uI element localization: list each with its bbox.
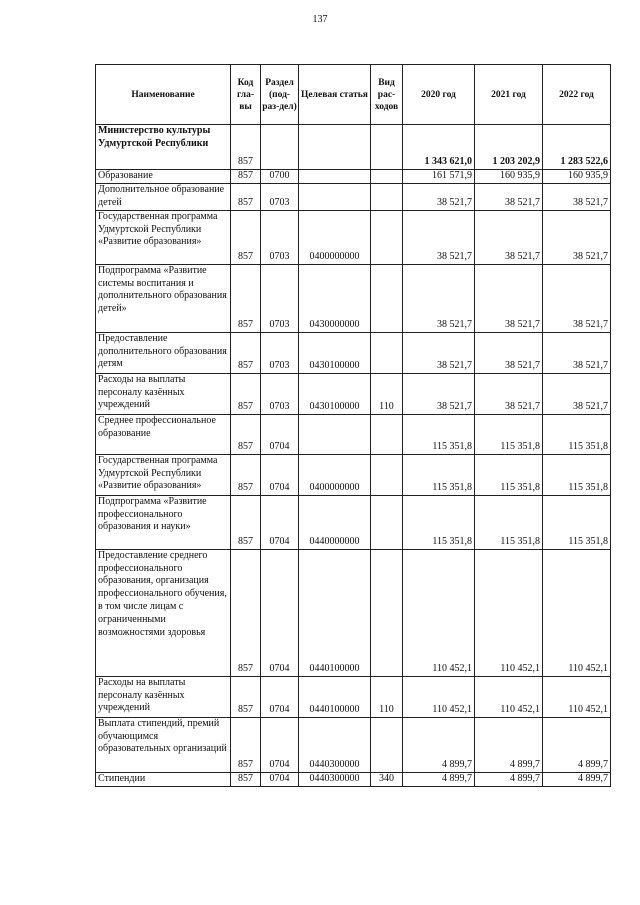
cell-name: Образование <box>96 170 231 184</box>
cell-amount-2022: 115 351,8 <box>543 495 611 549</box>
cell-chapter-code: 857 <box>231 676 261 717</box>
header-target-article: Целевая статья <box>299 65 371 125</box>
header-year-2021: 2021 год <box>475 65 543 125</box>
cell-name: Государственная программа Удмуртской Республики «Развитие образования» <box>96 454 231 495</box>
cell-chapter-code: 857 <box>231 772 261 786</box>
cell-section: 0704 <box>261 717 299 772</box>
cell-amount-2021: 38 521,7 <box>475 332 543 373</box>
cell-target-article: 0440100000 <box>299 549 371 676</box>
cell-expense-type <box>371 264 403 332</box>
cell-amount-2020: 110 452,1 <box>403 549 475 676</box>
cell-section: 0704 <box>261 549 299 676</box>
table-row <box>96 772 611 786</box>
cell-expense-type <box>371 332 403 373</box>
cell-expense-type <box>371 170 403 184</box>
cell-name: Расходы на выплаты персоналу казённых учреждений <box>96 676 231 717</box>
cell-amount-2020: 115 351,8 <box>403 495 475 549</box>
table-row <box>96 332 611 373</box>
table-body <box>96 125 611 787</box>
cell-chapter-code: 857 <box>231 414 261 454</box>
cell-target-article: 0430000000 <box>299 264 371 332</box>
cell-section: 0703 <box>261 210 299 264</box>
cell-expense-type <box>371 183 403 210</box>
table-row <box>96 373 611 414</box>
cell-amount-2020: 161 571,9 <box>403 170 475 184</box>
cell-amount-2021: 1 203 202,9 <box>475 125 543 170</box>
table-row <box>96 125 611 170</box>
header-name: Наименование <box>96 65 231 125</box>
cell-name: Подпрограмма «Развитие системы воспитания и дополнительного образования детей» <box>96 264 231 332</box>
cell-expense-type <box>371 125 403 170</box>
header-expense-type: Вид рас-ходов <box>371 65 403 125</box>
cell-amount-2022: 4 899,7 <box>543 717 611 772</box>
cell-expense-type <box>371 495 403 549</box>
cell-amount-2020: 115 351,8 <box>403 454 475 495</box>
cell-amount-2022: 115 351,8 <box>543 454 611 495</box>
cell-name: Дополнительное образование детей <box>96 183 231 210</box>
cell-amount-2021: 110 452,1 <box>475 549 543 676</box>
header-year-2020: 2020 год <box>403 65 475 125</box>
cell-target-article: 0430100000 <box>299 332 371 373</box>
cell-chapter-code: 857 <box>231 183 261 210</box>
cell-name: Выплата стипендий, премий обучающимся образовательных организаций <box>96 717 231 772</box>
cell-chapter-code: 857 <box>231 373 261 414</box>
cell-amount-2022: 1 283 522,6 <box>543 125 611 170</box>
cell-amount-2022: 4 899,7 <box>543 772 611 786</box>
cell-amount-2020: 4 899,7 <box>403 717 475 772</box>
cell-section: 0704 <box>261 454 299 495</box>
cell-amount-2021: 110 452,1 <box>475 676 543 717</box>
header-chapter-code: Код гла-вы <box>231 65 261 125</box>
cell-expense-type <box>371 549 403 676</box>
cell-chapter-code: 857 <box>231 495 261 549</box>
cell-amount-2020: 1 343 621,0 <box>403 125 475 170</box>
table-row <box>96 183 611 210</box>
cell-amount-2022: 110 452,1 <box>543 676 611 717</box>
budget-table <box>95 64 611 787</box>
cell-chapter-code: 857 <box>231 549 261 676</box>
cell-chapter-code: 857 <box>231 264 261 332</box>
cell-chapter-code: 857 <box>231 125 261 170</box>
cell-amount-2022: 38 521,7 <box>543 332 611 373</box>
cell-amount-2022: 115 351,8 <box>543 414 611 454</box>
cell-amount-2020: 38 521,7 <box>403 373 475 414</box>
cell-name: Подпрограмма «Развитие профессионального образования и науки» <box>96 495 231 549</box>
cell-amount-2022: 38 521,7 <box>543 183 611 210</box>
table-row <box>96 454 611 495</box>
cell-chapter-code: 857 <box>231 332 261 373</box>
table-row <box>96 414 611 454</box>
cell-amount-2021: 4 899,7 <box>475 772 543 786</box>
cell-expense-type <box>371 454 403 495</box>
cell-target-article: 0440300000 <box>299 772 371 786</box>
cell-section: 0703 <box>261 332 299 373</box>
cell-amount-2020: 38 521,7 <box>403 183 475 210</box>
cell-chapter-code: 857 <box>231 170 261 184</box>
cell-section: 0704 <box>261 414 299 454</box>
cell-name: Среднее профессиональное образование <box>96 414 231 454</box>
cell-chapter-code: 857 <box>231 210 261 264</box>
cell-expense-type <box>371 414 403 454</box>
cell-amount-2021: 160 935,9 <box>475 170 543 184</box>
table-row <box>96 495 611 549</box>
cell-chapter-code: 857 <box>231 454 261 495</box>
cell-amount-2021: 115 351,8 <box>475 414 543 454</box>
table-row <box>96 676 611 717</box>
cell-amount-2021: 115 351,8 <box>475 454 543 495</box>
page-number: 137 <box>312 14 328 25</box>
table-row <box>96 210 611 264</box>
cell-section: 0704 <box>261 676 299 717</box>
cell-section: 0704 <box>261 495 299 549</box>
table-row <box>96 264 611 332</box>
cell-amount-2021: 38 521,7 <box>475 210 543 264</box>
cell-amount-2022: 110 452,1 <box>543 549 611 676</box>
cell-section: 0703 <box>261 373 299 414</box>
cell-amount-2020: 4 899,7 <box>403 772 475 786</box>
cell-target-article <box>299 125 371 170</box>
cell-amount-2022: 160 935,9 <box>543 170 611 184</box>
table-row <box>96 549 611 676</box>
cell-amount-2020: 115 351,8 <box>403 414 475 454</box>
cell-expense-type: 340 <box>371 772 403 786</box>
cell-amount-2021: 115 351,8 <box>475 495 543 549</box>
cell-amount-2021: 38 521,7 <box>475 183 543 210</box>
cell-name: Предоставление дополнительного образования детям <box>96 332 231 373</box>
cell-target-article: 0430100000 <box>299 373 371 414</box>
cell-target-article: 0440000000 <box>299 495 371 549</box>
cell-amount-2022: 38 521,7 <box>543 373 611 414</box>
cell-amount-2021: 38 521,7 <box>475 373 543 414</box>
cell-target-article <box>299 170 371 184</box>
header-year-2022: 2022 год <box>543 65 611 125</box>
cell-section <box>261 125 299 170</box>
header-row <box>96 65 611 125</box>
cell-expense-type: 110 <box>371 676 403 717</box>
cell-target-article <box>299 183 371 210</box>
cell-target-article: 0400000000 <box>299 210 371 264</box>
cell-name: Министерство культуры Удмуртской Республики <box>96 125 231 170</box>
cell-amount-2022: 38 521,7 <box>543 264 611 332</box>
cell-section: 0704 <box>261 772 299 786</box>
cell-target-article: 0440100000 <box>299 676 371 717</box>
cell-name: Стипендии <box>96 772 231 786</box>
cell-expense-type <box>371 210 403 264</box>
cell-target-article: 0440300000 <box>299 717 371 772</box>
cell-amount-2022: 38 521,7 <box>543 210 611 264</box>
cell-amount-2020: 38 521,7 <box>403 332 475 373</box>
cell-amount-2020: 38 521,7 <box>403 264 475 332</box>
cell-amount-2021: 38 521,7 <box>475 264 543 332</box>
header-section: Раздел (под-раз-дел) <box>261 65 299 125</box>
cell-section: 0703 <box>261 183 299 210</box>
cell-section: 0700 <box>261 170 299 184</box>
cell-section: 0703 <box>261 264 299 332</box>
cell-expense-type <box>371 717 403 772</box>
cell-chapter-code: 857 <box>231 717 261 772</box>
table-row <box>96 717 611 772</box>
cell-target-article: 0400000000 <box>299 454 371 495</box>
cell-expense-type: 110 <box>371 373 403 414</box>
cell-name: Предоставление среднего профессионального образования, организация профессионального обучения, в том числе лицам с ограниченными возможностями здоровья <box>96 549 231 676</box>
cell-amount-2021: 4 899,7 <box>475 717 543 772</box>
cell-target-article <box>299 414 371 454</box>
cell-name: Расходы на выплаты персоналу казённых учреждений <box>96 373 231 414</box>
cell-amount-2020: 110 452,1 <box>403 676 475 717</box>
cell-amount-2020: 38 521,7 <box>403 210 475 264</box>
cell-name: Государственная программа Удмуртской Республики «Развитие образования» <box>96 210 231 264</box>
table-row <box>96 170 611 184</box>
